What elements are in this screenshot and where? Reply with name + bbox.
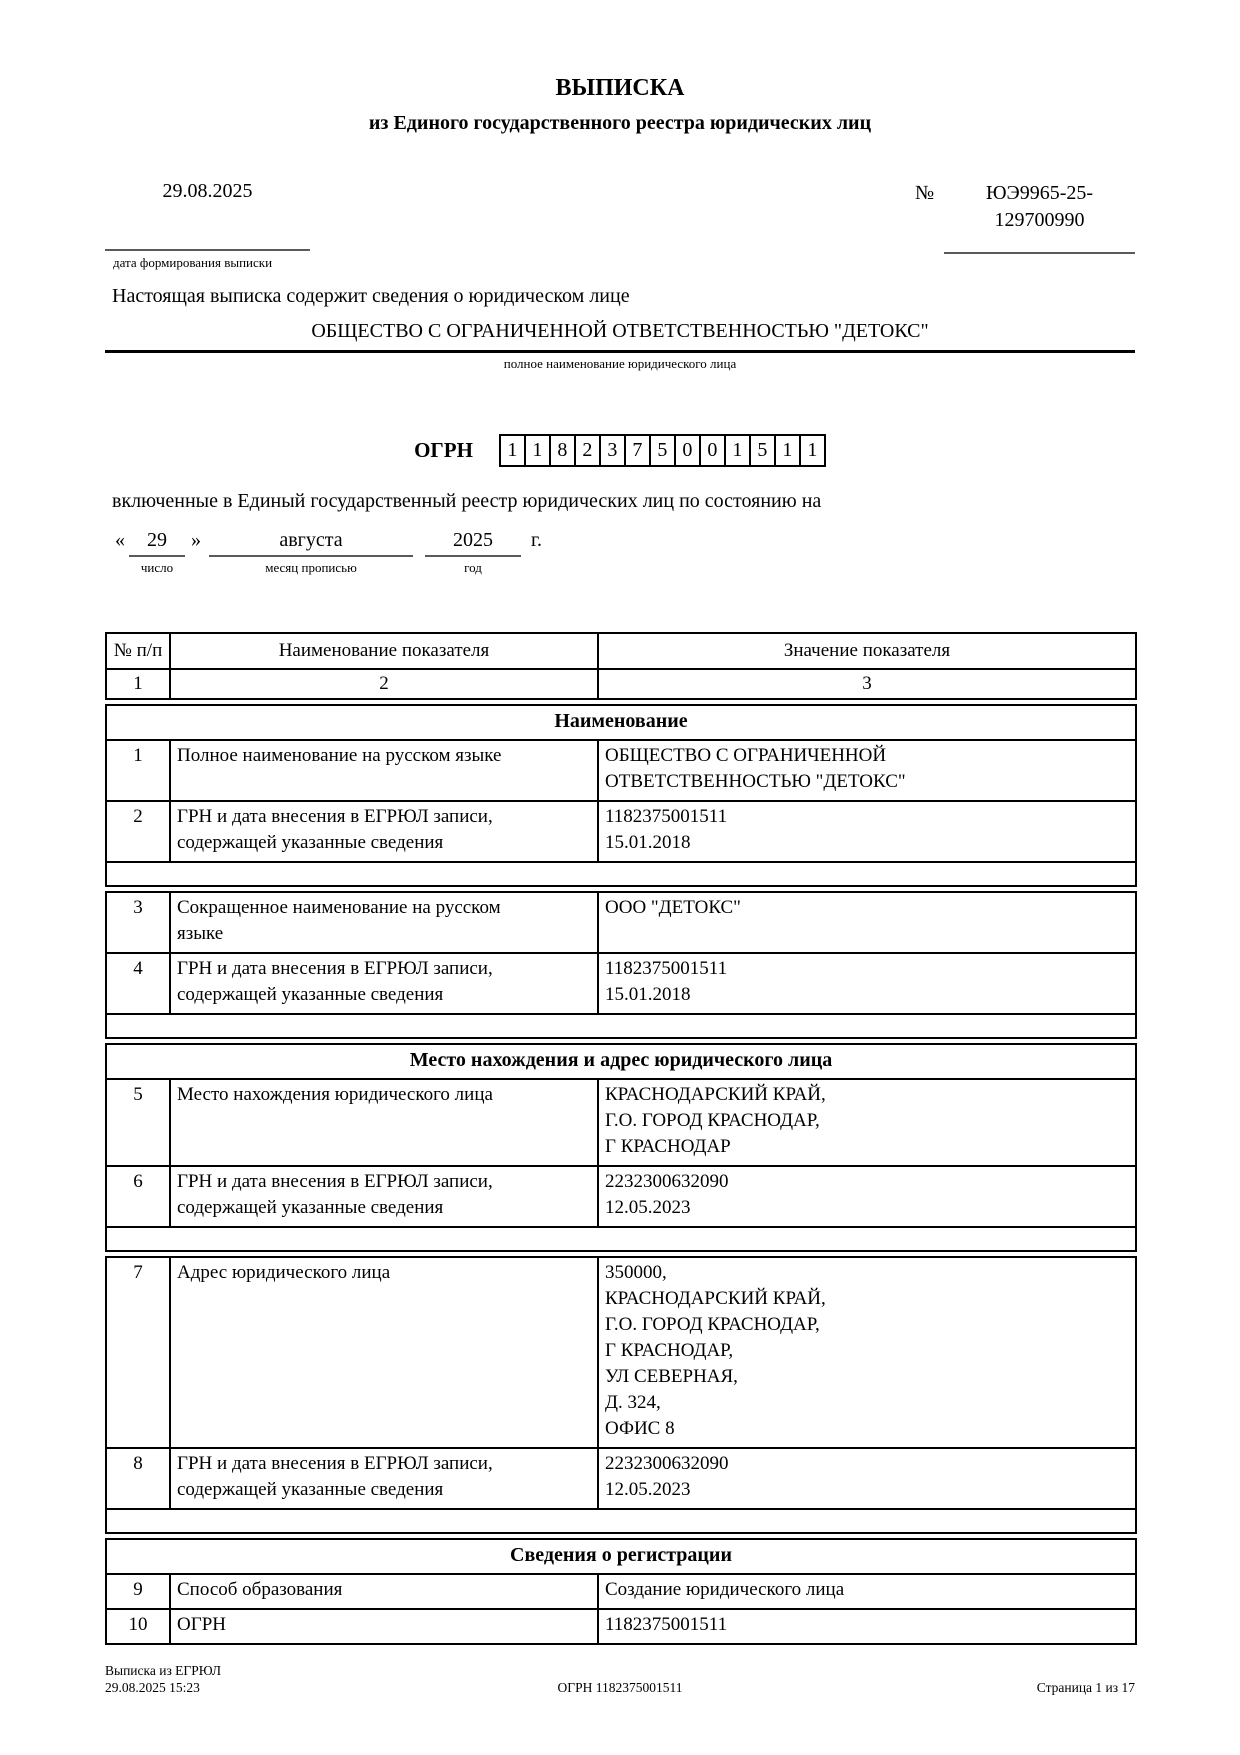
column-number: 3 — [598, 669, 1136, 699]
table-row — [106, 740, 1136, 801]
close-quote: » — [191, 529, 201, 551]
text-line: 350000, — [605, 1262, 667, 1283]
text-line: 15.01.2018 — [605, 832, 691, 853]
company-name-block — [105, 319, 1135, 353]
text-line: Г КРАСНОДАР, — [605, 1340, 734, 1361]
indicator-value-cell — [598, 801, 1136, 862]
table-row — [106, 801, 1136, 862]
column-number: 2 — [170, 669, 598, 699]
spacer-row — [106, 1227, 1136, 1251]
row-number: 1 — [106, 740, 170, 801]
indicator-value-cell — [598, 1574, 1136, 1609]
indicator-value-cell — [598, 1609, 1136, 1644]
table-row — [106, 1257, 1136, 1448]
text-line: ГРН и дата внесения в ЕГРЮЛ записи, — [177, 806, 493, 827]
indicator-name-cell — [170, 1609, 598, 1644]
text-line: Полное наименование на русском языке — [177, 745, 502, 766]
column-number: 1 — [106, 669, 170, 699]
indicator-value-cell — [598, 892, 1136, 953]
document-number-block — [915, 180, 1135, 271]
row-number: 2 — [106, 801, 170, 862]
text-line: ОФИС 8 — [605, 1418, 675, 1439]
text-line: содержащей указанные сведения — [177, 832, 444, 853]
formation-date-caption: дата формирования выписки — [113, 255, 273, 270]
section-title: Наименование — [106, 705, 1136, 740]
as-of-month: августа — [209, 528, 413, 557]
text-line: 15.01.2018 — [605, 984, 691, 1005]
text-line: ООО "ДЕТОКС" — [605, 897, 741, 918]
ogrn-digit-box: 5 — [749, 434, 776, 467]
row-number: 7 — [106, 1257, 170, 1448]
text-line: КРАСНОДАРСКИЙ КРАЙ, — [605, 1084, 826, 1105]
page-footer — [105, 1662, 1135, 1696]
spacer-row — [106, 1509, 1136, 1533]
included-statement: включенные в Единый государственный реестр юридических лиц по состоянию на — [112, 490, 822, 512]
spacer-row — [106, 1014, 1136, 1038]
text-line: ГРН и дата внесения в ЕГРЮЛ записи, — [177, 1171, 493, 1192]
table-header-block — [105, 632, 1137, 700]
section-title: Место нахождения и адрес юридического лица — [106, 1044, 1136, 1079]
indicator-name-cell — [170, 1166, 598, 1227]
formation-date: 29.08.2025 — [105, 180, 310, 251]
spacer-row — [106, 862, 1136, 886]
row-number: 10 — [106, 1609, 170, 1644]
column-number-row — [106, 669, 1136, 699]
ogrn-digit-box: 0 — [699, 434, 726, 467]
table-row — [106, 1166, 1136, 1227]
row-number: 4 — [106, 953, 170, 1014]
ogrn-digit-box: 1 — [774, 434, 801, 467]
indicator-value-cell — [598, 1079, 1136, 1166]
reference-row — [105, 180, 1135, 271]
document-number-line1: ЮЭ9965-25- — [986, 182, 1094, 204]
as-of-day-block — [129, 528, 185, 576]
section-header — [106, 705, 1136, 740]
table-block-address — [105, 1256, 1137, 1534]
table-row — [106, 1448, 1136, 1509]
ogrn-digit-box: 1 — [799, 434, 826, 467]
year-suffix: г. — [531, 529, 542, 551]
company-name-caption: полное наименование юридического лица — [503, 356, 737, 371]
row-number: 5 — [106, 1079, 170, 1166]
column-header-indicator: Наименование показателя — [170, 633, 598, 669]
ogrn-digit-box: 1 — [499, 434, 526, 467]
footer-ogrn: ОГРН 1182375001511 — [557, 1680, 683, 1695]
text-line: Д. 324, — [605, 1392, 661, 1413]
table-header-row — [106, 633, 1136, 669]
table-row — [106, 1079, 1136, 1166]
footer-doc-type: Выписка из ЕГРЮЛ — [105, 1663, 222, 1678]
as-of-date-row — [105, 528, 1135, 576]
doc-subtitle: из Единого государственного реестра юридических лиц — [368, 112, 872, 134]
doc-title: ВЫПИСКА — [555, 75, 685, 101]
ogrn-digit-box: 1 — [524, 434, 551, 467]
text-line: КРАСНОДАРСКИЙ КРАЙ, — [605, 1288, 826, 1309]
year-caption: год — [464, 560, 482, 575]
number-sign: № — [915, 182, 935, 204]
text-line: 12.05.2023 — [605, 1197, 691, 1218]
text-line: 2232300632090 — [605, 1171, 729, 1192]
footer-left — [105, 1662, 448, 1696]
indicator-value-cell — [598, 1166, 1136, 1227]
ogrn-label: ОГРН — [414, 438, 473, 462]
text-line: Адрес юридического лица — [177, 1262, 391, 1283]
indicator-name-cell — [170, 1257, 598, 1448]
row-number: 6 — [106, 1166, 170, 1227]
text-line: Создание юридического лица — [605, 1579, 845, 1600]
ogrn-digit-box: 2 — [574, 434, 601, 467]
row-number: 3 — [106, 892, 170, 953]
indicator-name-cell — [170, 953, 598, 1014]
text-line: ОБЩЕСТВО С ОГРАНИЧЕННОЙ — [605, 745, 887, 766]
text-line: содержащей указанные сведения — [177, 984, 444, 1005]
text-line: содержащей указанные сведения — [177, 1197, 444, 1218]
table-block-short-name — [105, 891, 1137, 1039]
text-line: УЛ СЕВЕРНАЯ, — [605, 1366, 738, 1387]
ogrn-digit-box: 7 — [624, 434, 651, 467]
footer-page-number: Страница 1 из 17 — [1036, 1680, 1135, 1695]
text-line: ГРН и дата внесения в ЕГРЮЛ записи, — [177, 1453, 493, 1474]
table-block-registration — [105, 1538, 1137, 1645]
text-line: ОТВЕТСТВЕННОСТЬЮ "ДЕТОКС" — [605, 771, 906, 792]
as-of-year-block — [425, 528, 521, 576]
as-of-month-block — [209, 528, 413, 576]
text-line: Место нахождения юридического лица — [177, 1084, 493, 1105]
as-of-day: 29 — [129, 528, 185, 557]
ogrn-digit-box: 1 — [724, 434, 751, 467]
indicator-name-cell — [170, 740, 598, 801]
column-header-num: № п/п — [106, 633, 170, 669]
document-number — [944, 180, 1135, 254]
indicator-name-cell — [170, 1079, 598, 1166]
indicator-value-cell — [598, 953, 1136, 1014]
table-row — [106, 1574, 1136, 1609]
text-line: ГРН и дата внесения в ЕГРЮЛ записи, — [177, 958, 493, 979]
indicator-value-cell — [598, 1448, 1136, 1509]
ogrn-digit-box: 5 — [649, 434, 676, 467]
table-row — [106, 953, 1136, 1014]
text-line: 1182375001511 — [605, 1614, 728, 1635]
row-number: 9 — [106, 1574, 170, 1609]
registry-table — [105, 632, 1135, 1645]
row-number: 8 — [106, 1448, 170, 1509]
indicator-value-cell — [598, 740, 1136, 801]
text-line: 2232300632090 — [605, 1453, 729, 1474]
table-row — [106, 892, 1136, 953]
text-line: 1182375001511 — [605, 806, 728, 827]
text-line: ОГРН — [177, 1614, 226, 1635]
text-line: Г.О. ГОРОД КРАСНОДАР, — [605, 1110, 820, 1131]
ogrn-digit-boxes — [499, 434, 826, 467]
day-caption: число — [140, 560, 174, 575]
open-quote: « — [115, 529, 125, 551]
intro-statement: Настоящая выписка содержит сведения о юридическом лице — [112, 285, 630, 307]
company-name: ОБЩЕСТВО С ОГРАНИЧЕННОЙ ОТВЕТСТВЕННОСТЬЮ "ДЕТОКС" — [311, 320, 929, 342]
table-row — [106, 1609, 1136, 1644]
ogrn-digit-box: 8 — [549, 434, 576, 467]
section-header — [106, 1044, 1136, 1079]
indicator-name-cell — [170, 1574, 598, 1609]
text-line: Способ образования — [177, 1579, 343, 1600]
ogrn-row — [105, 434, 1135, 467]
indicator-value-cell — [598, 1257, 1136, 1448]
text-line: 1182375001511 — [605, 958, 728, 979]
indicator-name-cell — [170, 892, 598, 953]
indicator-name-cell — [170, 1448, 598, 1509]
table-block-location — [105, 1043, 1137, 1252]
text-line: содержащей указанные сведения — [177, 1479, 444, 1500]
column-header-value: Значение показателя — [598, 633, 1136, 669]
text-line: языке — [177, 923, 224, 944]
formation-date-block — [105, 180, 310, 271]
month-caption: месяц прописью — [265, 560, 357, 575]
ogrn-digit-box: 3 — [599, 434, 626, 467]
section-header — [106, 1539, 1136, 1574]
document-number-line2: 129700990 — [994, 209, 1085, 231]
as-of-year: 2025 — [425, 528, 521, 557]
text-line: Сокращенное наименование на русском — [177, 897, 501, 918]
text-line: 12.05.2023 — [605, 1479, 691, 1500]
section-title: Сведения о регистрации — [106, 1539, 1136, 1574]
table-block-name — [105, 704, 1137, 887]
text-line: Г.О. ГОРОД КРАСНОДАР, — [605, 1314, 820, 1335]
text-line: Г КРАСНОДАР — [605, 1136, 731, 1157]
indicator-name-cell — [170, 801, 598, 862]
footer-datetime: 29.08.2025 15:23 — [105, 1680, 200, 1695]
ogrn-digit-box: 0 — [674, 434, 701, 467]
